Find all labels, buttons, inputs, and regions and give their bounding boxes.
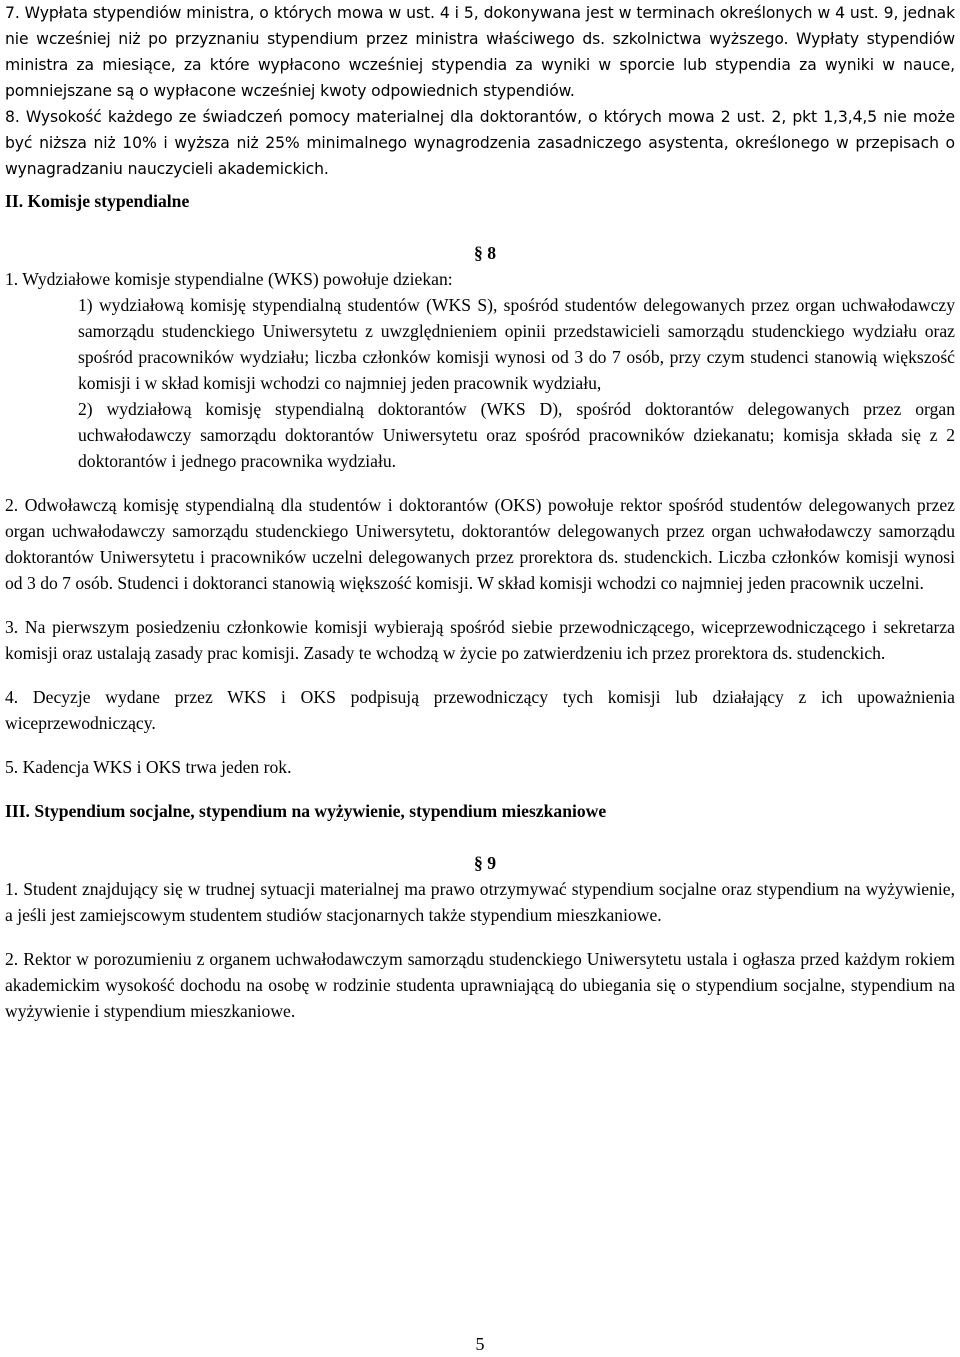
- paragraph-3-2: 2. Rektor w porozumieniu z organem uchwałodawczym samorządu studenckiego Uniwersytetu ustala i ogłasza przed każdym rokiem akademickim wysokość dochodu na osobę w rodzinie studenta uprawniającą do ubiegania się o stypendium socjalne, stypendium na wyżywienie i stypendium mieszkaniowe.: [5, 949, 955, 1021]
- paragraph-2-1-item-1: 1) wydziałową komisję stypendialną studentów (WKS S), spośród studentów delegowanych przez organ uchwałodawczy samorządu studenckiego Uniwersytetu z uwzględnieniem opinii przedstawicieli samorządu studenckiego wydziału oraz spośród pracowników wydziału; liczba członków komisji wynosi od 3 do 7 osób, przy czym studenci stanowią większość komisji i w skład komisji wchodzi co najmniej jeden pracownik wydziału,: [78, 295, 955, 393]
- paragraph-2-3: 3. Na pierwszym posiedzeniu członkowie komisji wybierają spośród siebie przewodniczącego, wiceprzewodniczącego i sekretarza komisji oraz ustalają zasady prac komisji. Zasady te wchodzą w życie po zatwierdzeniu ich przez prorektora ds. studenckich.: [5, 617, 955, 663]
- document-page: [5, 0, 955, 1024]
- paragraph-2-5: 5. Kadencja WKS i OKS trwa jeden rok.: [5, 757, 292, 777]
- paragraph-sign-8: [5, 240, 955, 266]
- paragraph-2-1-intro: 1. Wydziałowe komisje stypendialne (WKS) powołuje dziekan:: [5, 269, 453, 289]
- section-heading-3: III. Stypendium socjalne, stypendium na wyżywienie, stypendium mieszkaniowe: [5, 801, 607, 821]
- section-sign-icon: §: [474, 853, 488, 873]
- paragraph-sign-number: 9: [487, 853, 496, 873]
- paragraph-2-2: 2. Odwoławczą komisję stypendialną dla studentów i doktorantów (OKS) powołuje rektor spośród studentów delegowanych przez organ uchwałodawczy samorządu studenckiego Uniwersytetu, doktorantów delegowanych przez organ uchwałodawczy samorządu doktorantów Uniwersytetu i pracowników uczelni delegowanych przez prorektora ds. studenckich. Liczba członków komisji wynosi od 3 do 7 osób. Studenci i doktoranci stanowią większość komisji. W skład komisji wchodzi co najmniej jeden pracownik uczelni.: [5, 495, 955, 593]
- paragraph-2-4: 4. Decyzje wydane przez WKS i OKS podpisują przewodniczący tych komisji lub działający z ich upoważnienia wiceprzewodniczący.: [5, 687, 955, 733]
- paragraph-7: 7. Wypłata stypendiów ministra, o których mowa w ust. 4 i 5, dokonywana jest w terminach określonych w 4 ust. 9, jednak nie wcześniej niż po przyznaniu stypendium przez ministra właściwego ds. szkolnictwa wyższego. Wypłaty stypendiów ministra za miesiące, za które wypłacono wcześniej stypendia za wyniki w sporcie lub stypendia za wyniki w nauce, pomniejszane są o wypłacone wcześniej kwoty odpowiednich stypendiów.: [5, 4, 955, 100]
- paragraph-3-1: 1. Student znajdujący się w trudnej sytuacji materialnej ma prawo otrzymywać stypendium socjalne oraz stypendium na wyżywienie, a jeśli jest zamiejscowym studentem studiów stacjonarnych także stypendium mieszkaniowe.: [5, 879, 955, 925]
- paragraph-sign-number: 8: [487, 243, 496, 263]
- section-heading-2: II. Komisje stypendialne: [5, 191, 190, 211]
- paragraph-8: 8. Wysokość każdego ze świadczeń pomocy materialnej dla doktorantów, o których mowa 2 ust. 2, pkt 1,3,4,5 nie może być niższa niż 10% i wyższa niż 25% minimalnego wynagrodzenia zasadniczego asystenta, określonego w przepisach o wynagradzaniu nauczycieli akademickich.: [5, 108, 955, 178]
- paragraph-sign-9: [5, 850, 955, 876]
- paragraph-2-1-item-2: 2) wydziałową komisję stypendialną doktorantów (WKS D), spośród doktorantów delegowanych przez organ uchwałodawczy samorządu doktorantów Uniwersytetu oraz spośród pracowników dziekanatu; komisja składa się z 2 doktorantów i jednego pracownika wydziału.: [78, 399, 955, 471]
- page-number: 5: [475, 1334, 485, 1354]
- section-sign-icon: §: [474, 243, 488, 263]
